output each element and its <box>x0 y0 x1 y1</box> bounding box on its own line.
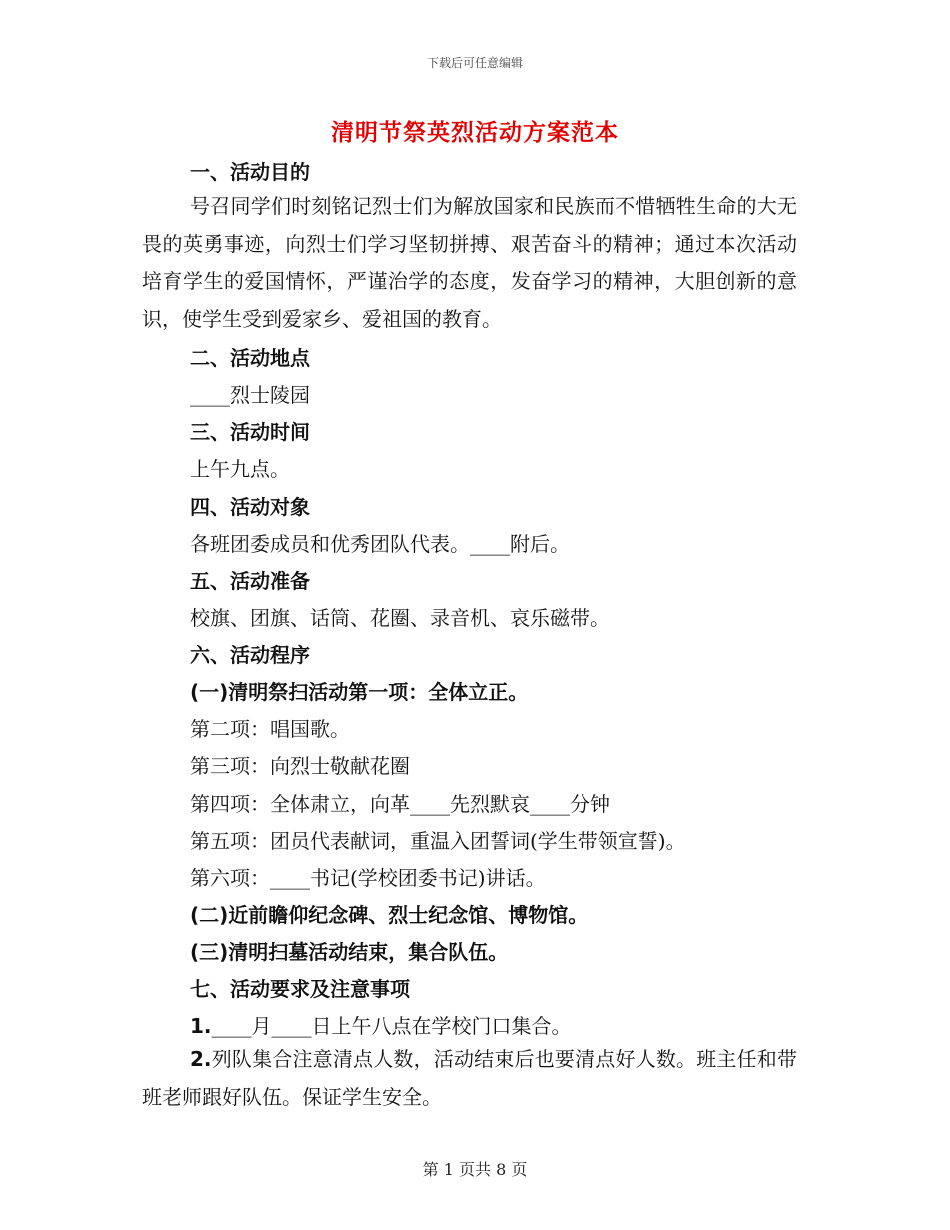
section-heading-purpose: 一、活动目的 <box>190 160 310 184</box>
requirement-item-2-number: 2. <box>190 1047 212 1071</box>
procedure-item-2: 第二项：唱国歌。 <box>190 717 350 741</box>
page-header: 下载后可任意编辑 <box>426 56 523 70</box>
section-body-participants: 各班团委成员和优秀团队代表。____附后。 <box>190 532 570 556</box>
section-body-purpose: 号召同学们时刻铭记烈士们为解放国家和民族而不惜牺牲生命的大无畏的英勇事迹，向烈士们学习坚韧拼搏、艰苦奋斗的精神；通过本次活动培育学生的爱国情怀，严谨治学的态度，发奋学习的精神，大胆创新的意识，使学生受到爱家乡、爱祖国的教育。 <box>142 194 797 331</box>
section-heading-location: 二、活动地点 <box>190 346 310 370</box>
requirement-item-1-number: 1. <box>190 1014 212 1038</box>
document-title: 清明节祭英烈活动方案范本 <box>331 120 619 146</box>
section-body-location: ____烈士陵园 <box>190 383 310 407</box>
section-heading-preparation: 五、活动准备 <box>190 569 310 593</box>
section-heading-procedure: 六、活动程序 <box>190 643 310 667</box>
procedure-item-4: 第四项：全体肃立，向革____先烈默哀____分钟 <box>190 792 610 816</box>
page-footer: 第 1 页共 8 页 <box>422 1160 528 1179</box>
requirement-item-2-text: 列队集合注意清点人数，活动结束后也要清点好人数。班主任和带班老师跟好队伍。保证学生安全。 <box>142 1047 797 1109</box>
procedure-sub-1: (一)清明祭扫活动第一项：全体立正。 <box>190 680 529 704</box>
procedure-item-6: 第六项：____书记(学校团委书记)讲话。 <box>190 866 546 890</box>
procedure-item-5: 第五项：团员代表献词，重温入团誓词(学生带领宣誓)。 <box>190 829 686 853</box>
requirement-item-1 <box>190 1010 572 1039</box>
section-heading-participants: 四、活动对象 <box>190 495 310 519</box>
section-body-preparation: 校旗、团旗、话筒、花圈、录音机、哀乐磁带。 <box>190 606 610 630</box>
procedure-sub-2: (二)近前瞻仰纪念碑、烈士纪念馆、博物馆。 <box>190 903 589 927</box>
section-heading-requirements: 七、活动要求及注意事项 <box>190 977 410 1001</box>
procedure-sub-3: (三)清明扫墓活动结束，集合队伍。 <box>190 940 509 964</box>
section-heading-time: 三、活动时间 <box>190 420 310 444</box>
section-body-time: 上午九点。 <box>190 457 290 481</box>
requirement-item-1-text: ____月____日上午八点在学校门口集合。 <box>211 1014 572 1038</box>
procedure-item-3: 第三项：向烈士敬献花圈 <box>190 754 410 778</box>
requirement-item-2 <box>142 1041 797 1116</box>
